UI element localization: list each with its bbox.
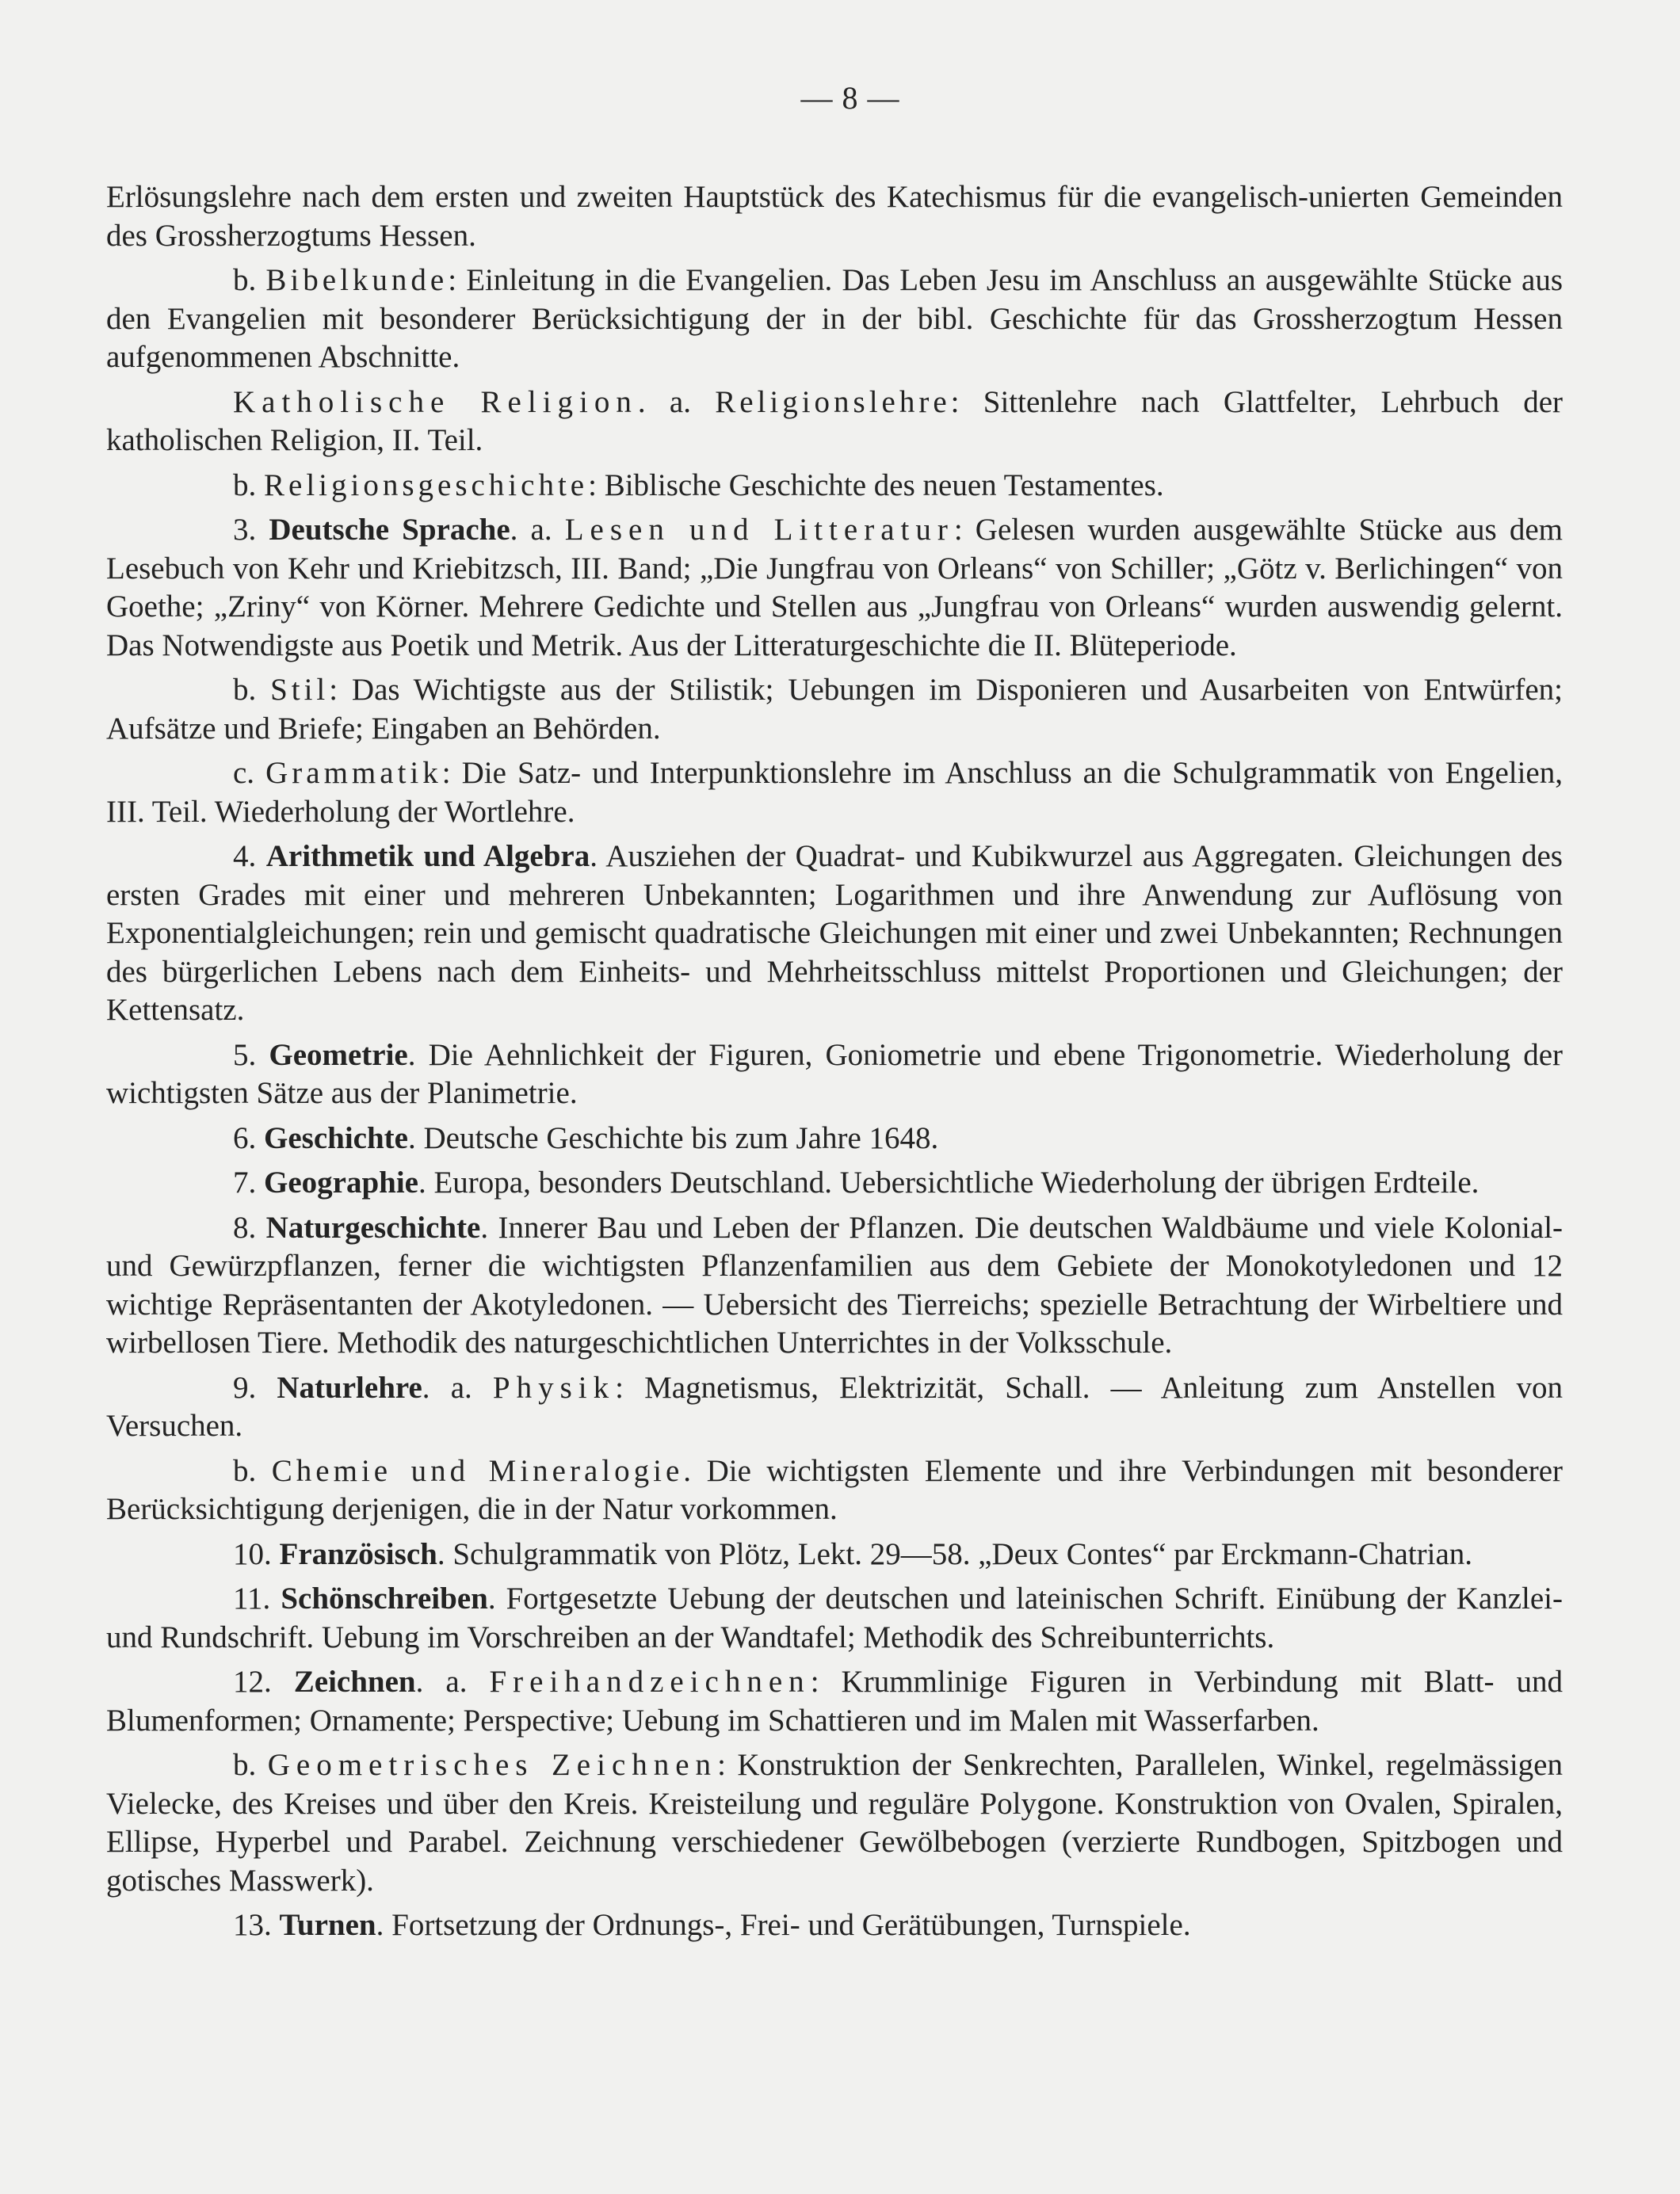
separator: : — [329, 673, 352, 707]
paragraph-text: Deutsche Geschichte bis zum Jahre 1648. — [423, 1120, 939, 1155]
section-label: Freihandzeichnen — [489, 1665, 811, 1699]
separator: . a. — [637, 384, 716, 419]
paragraph-text: Gelesen wurden ausgewählte Stücke aus dem Lesebuch von Kehr und Kriebitzsch, III. Band; „Die Jungfrau von Orleans“ von Schiller; „Götz v. Berlichingen“ von Goethe; „Zriny“ von Körner. Mehrere Gedichte und Stellen aus „Jungfrau von Orleans“ wurden auswendig gelernt. Das Notwendigste aus Poetik und Metrik. Aus der Litteraturgeschichte die II. Blüteperiode. — [106, 513, 1564, 662]
paragraph-text: Einleitung in die Evangelien. Das Leben Jesu im Anschluss an ausgewählte Stücke aus den Evangelien mit besonderer Berücksichtigung der in der bibl. Geschichte für das Grossherzogtum Hessen aufgenommenen Abschnitte. — [106, 263, 1563, 374]
paragraph-text: Fortgesetzte Uebung der deutschen und lateinischen Schrift. Einübung der Kanzlei- und Rundschrift. Uebung im Vorschreiben an der Wandtafel; Methodik des Schreibunterrichts. — [106, 1582, 1563, 1654]
section-heading: Geographie — [264, 1166, 418, 1200]
separator: : — [588, 467, 605, 502]
paragraph-text: Krummlinige Figuren in Verbindung mit Blatt- und Blumenformen; Ornamente; Perspective; Uebung im Schattieren und im Malen mit Wasserfarben. — [106, 1665, 1564, 1738]
separator: : — [950, 384, 983, 419]
section-label: Geometrisches Zeichnen — [267, 1748, 718, 1782]
paragraph-lead: b. — [233, 673, 271, 707]
paragraph-text: Erlösungslehre nach dem ersten und zweiten Hauptstück des Katechismus für die evangelisch-unierten Gemeinden des Grossherzogtums Hessen. — [106, 180, 1563, 253]
paragraph-religionsgeschichte — [106, 467, 1563, 506]
separator: : — [717, 1748, 738, 1782]
separator: . — [376, 1908, 392, 1942]
document-body — [106, 178, 1563, 1945]
paragraph-lead: b. — [233, 1453, 272, 1488]
paragraph-stil — [106, 671, 1563, 748]
separator: . — [590, 839, 606, 873]
paragraph-lead: 7. — [233, 1166, 264, 1200]
paragraph-lead: 13. — [233, 1908, 280, 1942]
paragraph-naturlehre — [106, 1369, 1563, 1446]
section-heading: Zeichnen — [293, 1665, 416, 1699]
separator: : — [448, 263, 467, 297]
paragraph-lead: 4. — [233, 839, 266, 873]
paragraph-text: Schulgrammatik von Plötz, Lekt. 29—58. „Deux Contes“ par Erckmann-Chatrian. — [452, 1536, 1473, 1571]
paragraph-grammatik — [106, 754, 1563, 831]
paragraph-lead: b. — [233, 1748, 268, 1782]
paragraph-text: Sittenlehre nach Glattfelter, Lehrbuch der katholischen Religion, II. Teil. — [106, 384, 1564, 457]
paragraph-lead: 3. — [233, 513, 269, 547]
separator: . — [437, 1536, 453, 1571]
separator: : — [615, 1370, 645, 1405]
paragraph-text: Magnetismus, Elektrizität, Schall. — Anleitung zum Anstellen von Versuchen. — [106, 1370, 1563, 1443]
paragraph-naturgeschichte — [106, 1209, 1563, 1363]
section-label: Stil — [270, 673, 330, 707]
paragraph-text: Europa, besonders Deutschland. Uebersichtliche Wiederholung der übrigen Erdteile. — [433, 1166, 1480, 1200]
paragraph-deutsche-sprache — [106, 511, 1563, 665]
paragraph-turnen — [106, 1906, 1563, 1945]
paragraph-geschichte — [106, 1120, 1563, 1158]
paragraph-lead: 9. — [233, 1370, 277, 1405]
section-heading: Turnen — [279, 1908, 376, 1942]
section-label: Religionsgeschichte — [264, 467, 589, 502]
section-heading: Naturlehre — [277, 1370, 422, 1405]
separator: . a. — [510, 513, 565, 547]
paragraph-text: Fortsetzung der Ordnungs-, Frei- und Gerätübungen, Turnspiele. — [391, 1908, 1191, 1942]
section-heading: Geschichte — [264, 1120, 408, 1155]
paragraph-text: Biblische Geschichte des neuen Testamentes. — [604, 467, 1164, 502]
separator: . — [480, 1210, 498, 1245]
separator: . — [487, 1582, 506, 1616]
separator: : — [441, 756, 462, 790]
paragraph-geometrisches-zeichnen — [106, 1746, 1563, 1900]
separator: . — [407, 1037, 429, 1072]
section-label: Physik — [492, 1370, 616, 1405]
page-number: — 8 — — [800, 80, 900, 116]
section-label: Chemie und Mineralogie — [271, 1453, 684, 1488]
paragraph-lead: 10. — [233, 1536, 280, 1571]
paragraph-geographie — [106, 1164, 1563, 1203]
paragraph-text: Ausziehen der Quadrat- und Kubikwurzel aus Aggregaten. Gleichungen des ersten Grades mit einer und mehreren Unbekannten; Logarithmen und ihre Anwendung zur Auflösung von Exponentialgleichungen; rein und gemischt quadratische Gleichungen mit einer und zwei Unbekannten; Rechnungen des bürgerlichen Lebens nach dem Einheits- und Mehrheitsschluss mittelst Proportionen und Gleichungen; der Kettensatz. — [106, 839, 1563, 1027]
paragraph-katholische-religion — [106, 383, 1563, 460]
section-label: Bibelkunde — [265, 263, 449, 297]
section-label-secondary: Religionslehre — [715, 384, 951, 419]
paragraph-chemie — [106, 1452, 1563, 1529]
separator: . a. — [422, 1370, 493, 1405]
paragraph-erloesungslehre — [106, 178, 1563, 255]
separator: . a. — [415, 1665, 490, 1699]
section-heading: Naturgeschichte — [265, 1210, 481, 1245]
separator: . — [683, 1453, 707, 1488]
paragraph-lead: 8. — [233, 1210, 266, 1245]
separator: . — [407, 1120, 424, 1155]
separator: : — [953, 513, 976, 547]
separator: . — [418, 1166, 434, 1200]
paragraph-text: Die Satz- und Interpunktionslehre im Anschluss an die Schulgrammatik von Engelien, III. Teil. Wiederholung der Wortlehre. — [106, 756, 1563, 829]
paragraph-zeichnen — [106, 1663, 1563, 1740]
paragraph-lead: 6. — [233, 1120, 264, 1155]
section-heading: Arithmetik und Algebra — [265, 839, 590, 873]
paragraph-schoenschreiben — [106, 1580, 1563, 1657]
paragraph-geometrie — [106, 1036, 1563, 1113]
paragraph-text: Die wichtigsten Elemente und ihre Verbindungen mit besonderer Berücksichtigung derjenigen, die in der Natur vorkommen. — [106, 1453, 1564, 1526]
section-label: Grammatik — [265, 756, 442, 790]
paragraph-arithmetik — [106, 838, 1563, 1030]
paragraph-lead: 5. — [233, 1037, 269, 1072]
paragraph-lead: b. — [233, 263, 266, 297]
section-heading: Schönschreiben — [281, 1582, 488, 1616]
paragraph-lead: 12. — [233, 1665, 294, 1699]
section-heading: Französisch — [279, 1536, 437, 1571]
section-heading: Geometrie — [269, 1037, 408, 1072]
section-label: Katholische Religion — [233, 384, 638, 419]
paragraph-bibelkunde — [106, 261, 1563, 377]
paragraph-text: Konstruktion der Senkrechten, Parallelen, Winkel, regelmässigen Vielecke, des Kreises und über den Kreis. Kreisteilung und reguläre Polygone. Konstruktion von Ovalen, Spiralen, Ellipse, Hyperbel und Parabel. Zeichnung verschiedener Gewölbebogen (verzierte Rundbogen, Spitzbogen und gotisches Masswerk). — [106, 1748, 1563, 1898]
paragraph-text: Das Wichtigste aus der Stilistik; Uebungen im Disponieren und Ausarbeiten von Entwürfen; Aufsätze und Briefe; Eingaben an Behörden. — [106, 673, 1563, 746]
paragraph-franzoesisch — [106, 1536, 1563, 1574]
paragraph-text: Die Aehnlichkeit der Figuren, Goniometrie und ebene Trigonometrie. Wiederholung der wichtigsten Sätze aus der Planimetrie. — [106, 1037, 1564, 1110]
section-label: Lesen und Litteratur — [564, 513, 954, 547]
paragraph-text: Innerer Bau und Leben der Pflanzen. Die deutschen Waldbäume und viele Kolonial- und Gewürzpflanzen, ferner die wichtigsten Pflanzenfamilien aus dem Gebiete der Monokotyledonen und 12 wichtige Repräsentanten der Akotyledonen. — Uebersicht des Tierreichs; spezielle Betrachtung der Wirbeltiere und wirbellosen Tiere. Methodik des naturgeschichtlichen Unterrichtes in der Volksschule. — [106, 1210, 1564, 1360]
section-heading: Deutsche Sprache — [269, 513, 510, 547]
paragraph-lead: c. — [233, 756, 266, 790]
separator: : — [810, 1665, 842, 1699]
paragraph-lead: 11. — [233, 1582, 281, 1616]
paragraph-lead: b. — [233, 467, 264, 502]
